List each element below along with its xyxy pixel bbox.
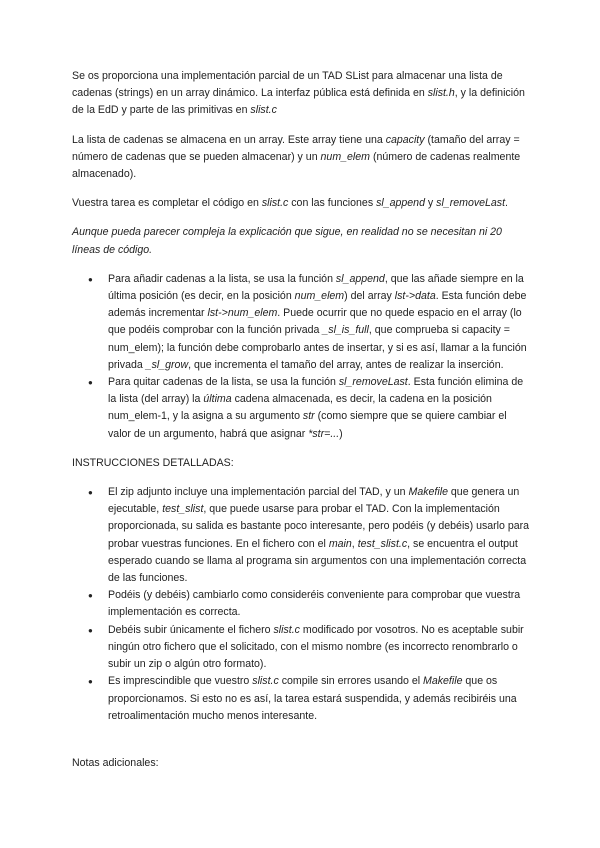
task-paragraph: Vuestra tarea es completar el código en slist.c con las funciones sl_append y sl_removeLast. <box>72 197 508 210</box>
filename-slist-h: slist.h <box>427 87 455 100</box>
func-sl-append: sl_append <box>376 197 425 210</box>
explanation-list <box>72 271 532 443</box>
term-capacity: capacity <box>385 133 425 146</box>
filename-slist-c: slist.c <box>250 104 277 117</box>
list-item: ● El zip adjunto incluye una implementación parcial del TAD, y un Makefile que genera un ejecutable, test_slist, que puede usarse para probar el TAD. Con la implementación proporcionada, su salida es bastante poco interesante, pero podéis (y debéis) usarlo para probar vuestras funciones. En el fichero con el main, test_slist.c, se encuentra el output esperado cuando se llama al programa sin argumentos con una implementación correcta de las funciones. <box>108 484 532 587</box>
list-item: ● Para añadir cadenas a la lista, se usa la función sl_append, que las añade siempre en la última posición (es decir, en la posición num_elem) del array lst->data. Esta función debe además incrementar lst->num_elem. Puede ocurrir que no quede espacio en el array (lo que podéis comprobar con la función privada _sl_is_full, que comprueba si capacity = num_elem); la función debe comprobarlo antes de insertar, y si es así, llamar a la función privada _sl_grow, que incrementa el tamaño del array, antes de realizar la inserción. <box>108 271 532 374</box>
intro-paragraph <box>72 68 532 120</box>
spacer <box>72 737 532 755</box>
notes-heading: Notas adicionales: <box>72 756 159 769</box>
text: Se os proporciona una implementación parcial de un TAD SList para almacenar una lista de cadenas (strings) en un array dinámico. La interfaz pública está definida en <box>72 70 503 100</box>
section-heading: INSTRUCCIONES DETALLADAS: <box>72 456 234 469</box>
term-num-elem: num_elem <box>320 150 370 163</box>
text: , y la definición de la EdD y parte de las primitivas en <box>72 87 525 117</box>
list-item: ● Es imprescindible que vuestro slist.c compile sin errores usando el Makefile que os proporcionamos. Si esto no es así, la tarea estará suspendida, y además recibiréis una retroalimentación mucho menos interesante. <box>108 673 532 725</box>
list-item: ● Debéis subir únicamente el fichero slist.c modificado por vosotros. No es aceptable subir ningún otro fichero que el solicitado, con el mismo nombre (es incorrecto renombrarlo o subir un zip o algún otro formato). <box>108 622 532 674</box>
document-body <box>72 68 532 784</box>
func-sl-removelast: sl_removeLast <box>436 197 506 210</box>
list-item: ● Para quitar cadenas de la lista, se usa la función sl_removeLast. Esta función elimina de la lista (del array) la última cadena almacenada, es decir, la cadena en la posición num_elem-1, y la asigna a su argumento str (como siempre que se quiere cambiar el valor de un argumento, habrá que asignar *str=...) <box>108 374 532 443</box>
storage-paragraph: La lista de cadenas se almacena en un array. Este array tiene una capacity (tamaño del array = número de cadenas que se pueden almacenar) y un num_elem (número de cadenas realmente almacenado). <box>72 133 521 181</box>
list-item: ● Podéis (y debéis) cambiarlo como consideréis conveniente para comprobar que vuestra implementación es correcta. <box>108 587 532 621</box>
instructions-list <box>72 484 532 725</box>
note-paragraph: Aunque pueda parecer compleja la explicación que sigue, en realidad no se necesitan ni 20 líneas de código. <box>72 226 502 256</box>
